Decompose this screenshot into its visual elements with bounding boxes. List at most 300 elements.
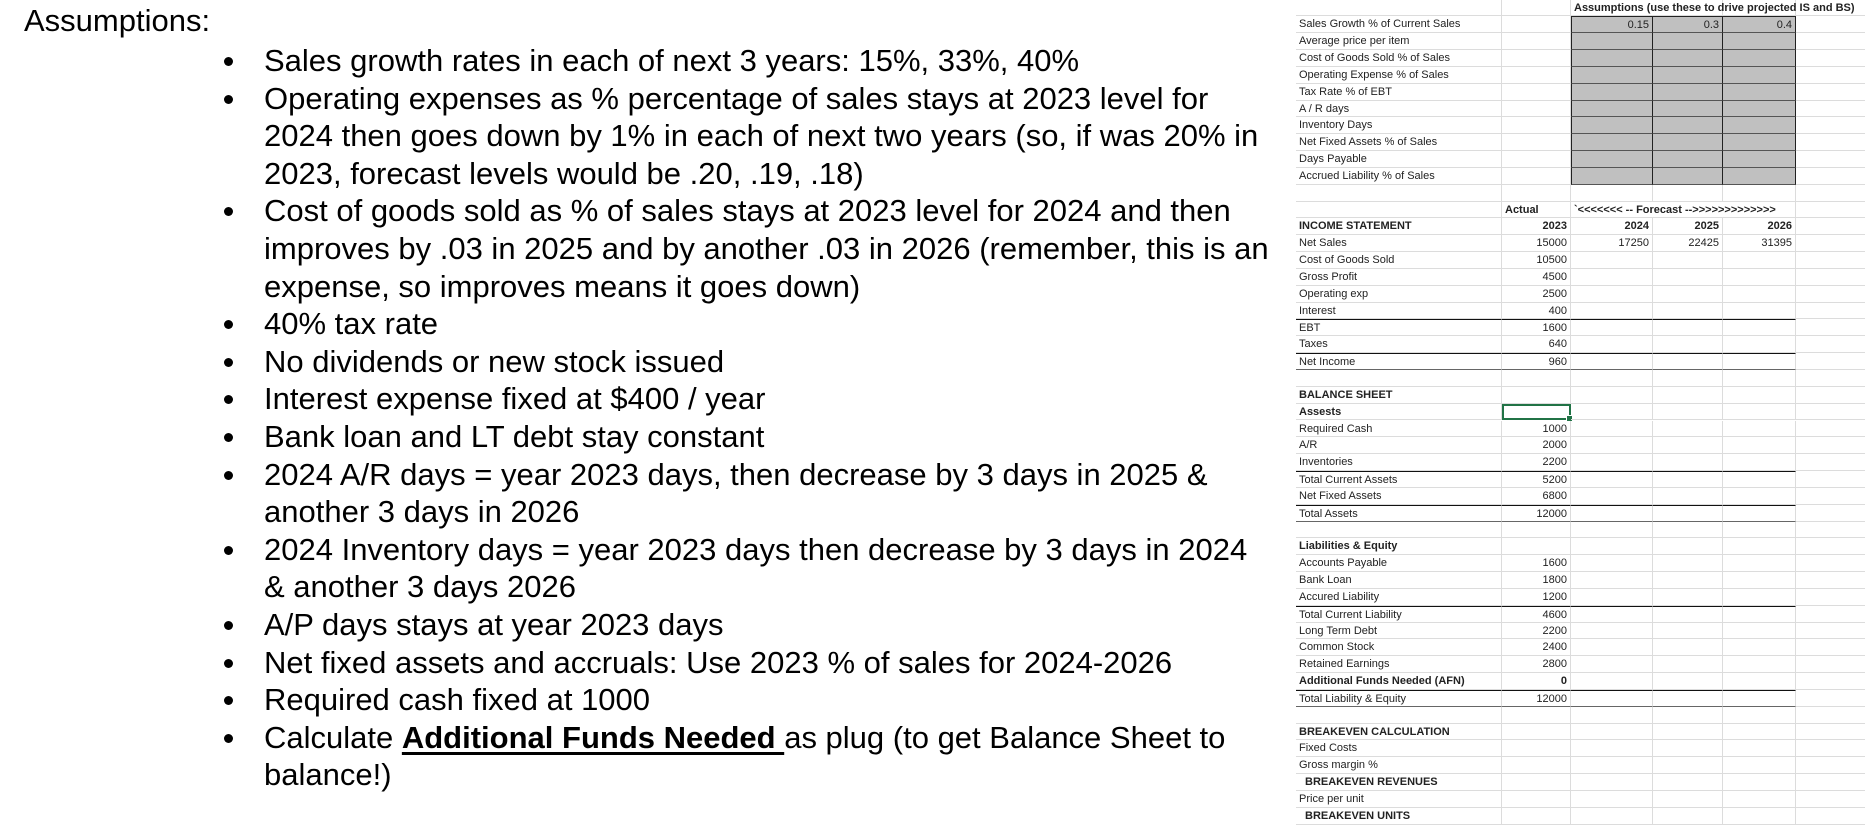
cell-D[interactable] <box>1653 572 1723 589</box>
value-cell[interactable]: 2000 <box>1502 437 1571 454</box>
cell-D[interactable] <box>1653 623 1723 640</box>
assumption-row <box>1290 101 1865 118</box>
cell-D[interactable] <box>1653 791 1723 808</box>
cell-D[interactable] <box>1653 404 1723 421</box>
value-cell[interactable]: 31395 <box>1723 235 1796 252</box>
assumption-input-cell[interactable]: 0.3 <box>1653 16 1723 33</box>
cell-B[interactable] <box>1502 33 1571 50</box>
cell-C[interactable] <box>1571 639 1653 656</box>
cell-F[interactable] <box>1796 16 1865 33</box>
cell-F[interactable] <box>1796 623 1865 640</box>
assumption-input-cell[interactable] <box>1723 33 1796 50</box>
cell-D[interactable] <box>1653 656 1723 673</box>
cell-F[interactable] <box>1796 522 1865 539</box>
value-cell[interactable]: 1000 <box>1502 421 1571 438</box>
assumption-input-cell[interactable] <box>1723 134 1796 151</box>
cell-C[interactable] <box>1571 606 1653 623</box>
line-item-label[interactable]: Long Term Debt <box>1296 623 1502 640</box>
line-item-label[interactable]: Price per unit <box>1296 791 1502 808</box>
cell-F[interactable] <box>1796 370 1865 387</box>
cell-D[interactable] <box>1653 522 1723 539</box>
cell-D[interactable] <box>1653 639 1723 656</box>
cell-F[interactable] <box>1796 791 1865 808</box>
assumption-input-cell[interactable] <box>1723 168 1796 185</box>
cell-F[interactable] <box>1796 589 1865 606</box>
cell-E[interactable] <box>1723 555 1796 572</box>
line-item-label[interactable]: Net Sales <box>1296 235 1502 252</box>
cell-E[interactable] <box>1723 639 1796 656</box>
assumption-label[interactable]: A / R days <box>1296 101 1502 118</box>
value-cell[interactable]: 12000 <box>1502 505 1571 522</box>
cell-C[interactable] <box>1571 555 1653 572</box>
cell-F[interactable] <box>1796 185 1865 202</box>
line-item-label[interactable]: Gross Profit <box>1296 269 1502 286</box>
cell-C[interactable] <box>1571 774 1653 791</box>
cell-F[interactable] <box>1796 84 1865 101</box>
cell-B[interactable] <box>1502 101 1571 118</box>
cell-B[interactable] <box>1502 757 1571 774</box>
cell-F[interactable] <box>1796 505 1865 522</box>
cell-F[interactable] <box>1796 50 1865 67</box>
cell-B[interactable] <box>1502 16 1571 33</box>
value-cell[interactable] <box>1723 353 1796 370</box>
cell-F[interactable] <box>1796 134 1865 151</box>
value-cell[interactable] <box>1571 269 1653 286</box>
line-item-label[interactable]: Required Cash <box>1296 421 1502 438</box>
cell-E[interactable] <box>1723 724 1796 741</box>
assumption-label[interactable]: Sales Growth % of Current Sales <box>1296 16 1502 33</box>
assumption-input-cell[interactable] <box>1723 50 1796 67</box>
cell-C[interactable] <box>1571 185 1653 202</box>
value-cell[interactable]: 1200 <box>1502 589 1571 606</box>
year-header[interactable]: 2025 <box>1653 218 1723 235</box>
line-item-label[interactable]: Accured Liability <box>1296 589 1502 606</box>
cell-C[interactable] <box>1571 522 1653 539</box>
cell-C[interactable] <box>1571 437 1653 454</box>
cell-C[interactable] <box>1571 589 1653 606</box>
cell-C[interactable] <box>1571 471 1653 488</box>
assumption-row <box>1290 168 1865 185</box>
cell-E[interactable] <box>1723 707 1796 724</box>
value-cell[interactable] <box>1653 286 1723 303</box>
cell-B[interactable] <box>1502 151 1571 168</box>
value-cell[interactable]: 1600 <box>1502 319 1571 336</box>
cell-F[interactable] <box>1796 538 1865 555</box>
asset-row <box>1290 421 1865 438</box>
line-item-label[interactable]: Accounts Payable <box>1296 555 1502 572</box>
cell-F[interactable] <box>1796 555 1865 572</box>
value-cell[interactable]: 1600 <box>1502 555 1571 572</box>
value-cell[interactable]: 6800 <box>1502 488 1571 505</box>
line-item-label[interactable]: EBT <box>1296 319 1502 336</box>
cell-E[interactable] <box>1723 656 1796 673</box>
line-item-label[interactable]: Retained Earnings <box>1296 656 1502 673</box>
cell-B[interactable] <box>1502 185 1571 202</box>
assumption-label[interactable]: Operating Expense % of Sales <box>1296 67 1502 84</box>
assumption-label[interactable]: Inventory Days <box>1296 117 1502 134</box>
cell-B[interactable] <box>1502 387 1571 404</box>
year-header[interactable]: 2026 <box>1723 218 1796 235</box>
assumption-input-cell[interactable] <box>1653 67 1723 84</box>
assumption-input-cell[interactable] <box>1653 50 1723 67</box>
cell-C[interactable] <box>1571 370 1653 387</box>
value-cell[interactable] <box>1653 269 1723 286</box>
assumption-label[interactable]: Average price per item <box>1296 33 1502 50</box>
assumption-input-cell[interactable] <box>1653 101 1723 118</box>
cell-D[interactable] <box>1653 808 1723 825</box>
empty-row <box>1290 522 1865 539</box>
value-cell[interactable]: 0 <box>1502 673 1571 690</box>
assets-title[interactable]: Assests <box>1296 404 1502 421</box>
cell-F[interactable] <box>1796 774 1865 791</box>
cell-D[interactable] <box>1653 505 1723 522</box>
cell-C[interactable] <box>1571 757 1653 774</box>
cell-F[interactable] <box>1796 286 1865 303</box>
cell-D[interactable] <box>1653 673 1723 690</box>
cell-E[interactable] <box>1723 690 1796 707</box>
line-item-label[interactable]: BREAKEVEN UNITS <box>1296 808 1502 825</box>
value-cell[interactable]: 400 <box>1502 303 1571 320</box>
cell-F[interactable] <box>1796 202 1865 219</box>
line-item-label[interactable]: Fixed Costs <box>1296 740 1502 757</box>
value-cell[interactable] <box>1571 336 1653 353</box>
cell-A[interactable] <box>1296 185 1502 202</box>
cell-E[interactable] <box>1723 589 1796 606</box>
cell-B[interactable] <box>1502 522 1571 539</box>
cell-C[interactable] <box>1571 690 1653 707</box>
balance-sheet-title[interactable]: BALANCE SHEET <box>1296 387 1502 404</box>
value-cell[interactable] <box>1653 252 1723 269</box>
assumption-input-cell[interactable] <box>1723 101 1796 118</box>
cell-D[interactable] <box>1653 488 1723 505</box>
cell-C[interactable] <box>1571 740 1653 757</box>
value-cell[interactable] <box>1653 303 1723 320</box>
cell-D[interactable] <box>1653 740 1723 757</box>
assumption-input-cell[interactable] <box>1571 117 1653 134</box>
cell-F[interactable] <box>1796 757 1865 774</box>
breakeven-title[interactable]: BREAKEVEN CALCULATION <box>1296 724 1502 741</box>
assumption-input-cell[interactable] <box>1571 50 1653 67</box>
cell-F[interactable] <box>1796 471 1865 488</box>
assumption-input-cell[interactable] <box>1723 117 1796 134</box>
spreadsheet[interactable] <box>1290 0 1865 828</box>
cell-D[interactable] <box>1653 538 1723 555</box>
cell-F[interactable] <box>1796 269 1865 286</box>
cell-C[interactable] <box>1571 538 1653 555</box>
cell-E[interactable] <box>1723 538 1796 555</box>
cell-C[interactable] <box>1571 623 1653 640</box>
cell-C[interactable] <box>1571 724 1653 741</box>
cell-A[interactable] <box>1296 0 1502 16</box>
cell-E[interactable] <box>1723 673 1796 690</box>
cell-D[interactable] <box>1653 555 1723 572</box>
value-cell[interactable] <box>1571 286 1653 303</box>
cell-E[interactable] <box>1723 572 1796 589</box>
assumption-input-cell[interactable] <box>1571 33 1653 50</box>
value-cell[interactable]: 960 <box>1502 353 1571 370</box>
cell-B[interactable] <box>1502 724 1571 741</box>
assumption-input-cell[interactable] <box>1571 151 1653 168</box>
cell-B[interactable] <box>1502 707 1571 724</box>
income-statement-title[interactable]: INCOME STATEMENT <box>1296 218 1502 235</box>
cell-B[interactable] <box>1502 67 1571 84</box>
cell-C[interactable] <box>1571 808 1653 825</box>
cell-F[interactable] <box>1796 437 1865 454</box>
cell-F[interactable] <box>1796 488 1865 505</box>
cell-E[interactable] <box>1723 437 1796 454</box>
value-cell[interactable]: 4600 <box>1502 606 1571 623</box>
cell-D[interactable] <box>1653 454 1723 471</box>
cell-D[interactable] <box>1653 471 1723 488</box>
cell-F[interactable] <box>1796 740 1865 757</box>
year-header[interactable]: 2024 <box>1571 218 1653 235</box>
cell-F[interactable] <box>1796 353 1865 370</box>
cell-C[interactable] <box>1571 791 1653 808</box>
value-cell[interactable]: 640 <box>1502 336 1571 353</box>
line-item-label[interactable]: Net Fixed Assets <box>1296 488 1502 505</box>
cell-C[interactable] <box>1571 421 1653 438</box>
year-header[interactable]: 2023 <box>1502 218 1571 235</box>
cell-F[interactable] <box>1796 606 1865 623</box>
cell-E[interactable] <box>1723 606 1796 623</box>
cell-F[interactable] <box>1796 235 1865 252</box>
value-cell[interactable]: 5200 <box>1502 471 1571 488</box>
forecast-label[interactable]: `<<<<<<< -- Forecast -->>>>>>>>>>>>> <box>1571 202 1653 219</box>
cell-A[interactable] <box>1296 707 1502 724</box>
value-cell[interactable]: 2200 <box>1502 454 1571 471</box>
cell-B[interactable] <box>1502 0 1571 16</box>
assumption-input-cell[interactable]: 0.15 <box>1571 16 1653 33</box>
cell-F[interactable] <box>1796 808 1865 825</box>
liability-row <box>1290 690 1865 707</box>
cell-B[interactable] <box>1502 774 1571 791</box>
value-cell[interactable] <box>1653 319 1723 336</box>
line-item-label[interactable]: Total Current Liability <box>1296 606 1502 623</box>
cell-E[interactable] <box>1723 740 1796 757</box>
assumption-input-cell[interactable] <box>1571 134 1653 151</box>
cell-C[interactable] <box>1571 673 1653 690</box>
cell-C[interactable] <box>1571 572 1653 589</box>
cell-D[interactable] <box>1653 185 1723 202</box>
cell-B[interactable] <box>1502 740 1571 757</box>
value-cell[interactable] <box>1571 353 1653 370</box>
line-item-label[interactable]: Taxes <box>1296 336 1502 353</box>
cell-D[interactable] <box>1653 690 1723 707</box>
cell-E[interactable] <box>1723 522 1796 539</box>
value-cell[interactable] <box>1571 252 1653 269</box>
value-cell[interactable]: 12000 <box>1502 690 1571 707</box>
cell-B[interactable] <box>1502 168 1571 185</box>
cell-F[interactable] <box>1796 252 1865 269</box>
cell-D[interactable] <box>1653 421 1723 438</box>
cell-A[interactable] <box>1296 202 1502 219</box>
value-cell[interactable] <box>1571 319 1653 336</box>
assumptions-header[interactable]: Assumptions (use these to drive projected IS and BS) <box>1571 0 1653 16</box>
liabilities-header-row <box>1290 538 1865 555</box>
value-cell[interactable] <box>1723 269 1796 286</box>
value-cell[interactable]: 2200 <box>1502 623 1571 640</box>
cell-F[interactable] <box>1796 690 1865 707</box>
assumption-label[interactable]: Tax Rate % of EBT <box>1296 84 1502 101</box>
value-cell[interactable]: 2800 <box>1502 656 1571 673</box>
cell-E[interactable] <box>1723 370 1796 387</box>
liabilities-title[interactable]: Liabilities & Equity <box>1296 538 1502 555</box>
assumption-label[interactable]: Days Payable <box>1296 151 1502 168</box>
assumption-label[interactable]: Accrued Liability % of Sales <box>1296 168 1502 185</box>
assumption-input-cell[interactable] <box>1653 168 1723 185</box>
cell-F[interactable] <box>1796 218 1865 235</box>
cell-D[interactable] <box>1653 774 1723 791</box>
cell-F[interactable] <box>1796 707 1865 724</box>
cell-E[interactable] <box>1723 774 1796 791</box>
line-item-label[interactable]: Gross margin % <box>1296 757 1502 774</box>
line-item-label[interactable]: Additional Funds Needed (AFN) <box>1296 673 1502 690</box>
cell-F[interactable] <box>1796 101 1865 118</box>
cell-E[interactable] <box>1723 404 1796 421</box>
selected-cell[interactable] <box>1502 404 1571 421</box>
cell-C[interactable] <box>1571 404 1653 421</box>
cell-F[interactable] <box>1796 336 1865 353</box>
cell-E[interactable] <box>1723 421 1796 438</box>
cell-F[interactable] <box>1796 387 1865 404</box>
assumption-input-cell[interactable] <box>1571 84 1653 101</box>
cell-F[interactable] <box>1796 673 1865 690</box>
cell-F[interactable] <box>1796 67 1865 84</box>
cell-B[interactable] <box>1502 84 1571 101</box>
value-cell[interactable] <box>1723 303 1796 320</box>
cell-C[interactable] <box>1571 505 1653 522</box>
cell-E[interactable] <box>1723 488 1796 505</box>
value-cell[interactable]: 15000 <box>1502 235 1571 252</box>
line-item-label[interactable]: Operating exp <box>1296 286 1502 303</box>
value-cell[interactable]: 17250 <box>1571 235 1653 252</box>
actual-label[interactable]: Actual <box>1502 202 1571 219</box>
cell-E[interactable] <box>1723 387 1796 404</box>
cell-F[interactable] <box>1796 572 1865 589</box>
line-item-label[interactable]: Total Current Assets <box>1296 471 1502 488</box>
cell-B[interactable] <box>1502 791 1571 808</box>
cell-A[interactable] <box>1296 370 1502 387</box>
cell-F[interactable] <box>1796 319 1865 336</box>
cell-F[interactable] <box>1796 168 1865 185</box>
cell-D[interactable] <box>1653 370 1723 387</box>
value-cell[interactable] <box>1723 286 1796 303</box>
cell-B[interactable] <box>1502 117 1571 134</box>
cell-C[interactable] <box>1571 387 1653 404</box>
cell-E[interactable] <box>1723 623 1796 640</box>
assumption-input-cell[interactable] <box>1653 84 1723 101</box>
assumption-label[interactable]: Cost of Goods Sold % of Sales <box>1296 50 1502 67</box>
cell-B[interactable] <box>1502 808 1571 825</box>
cell-F[interactable] <box>1796 421 1865 438</box>
line-item-label[interactable]: BREAKEVEN REVENUES <box>1296 774 1502 791</box>
cell-D[interactable] <box>1653 707 1723 724</box>
cell-F[interactable] <box>1796 656 1865 673</box>
cell-D[interactable] <box>1653 387 1723 404</box>
value-cell[interactable]: 1800 <box>1502 572 1571 589</box>
cell-E[interactable] <box>1723 808 1796 825</box>
cell-F[interactable] <box>1796 117 1865 134</box>
cell-F[interactable] <box>1796 454 1865 471</box>
assumption-input-cell[interactable] <box>1653 117 1723 134</box>
cell-F[interactable] <box>1796 33 1865 50</box>
cell-C[interactable] <box>1571 707 1653 724</box>
assumption-label[interactable]: Net Fixed Assets % of Sales <box>1296 134 1502 151</box>
line-item-label[interactable]: Inventories <box>1296 454 1502 471</box>
line-item-label[interactable]: A/R <box>1296 437 1502 454</box>
cell-E[interactable] <box>1723 505 1796 522</box>
cell-D[interactable] <box>1653 606 1723 623</box>
cell-B[interactable] <box>1502 134 1571 151</box>
value-cell[interactable]: 2400 <box>1502 639 1571 656</box>
cell-D[interactable] <box>1653 757 1723 774</box>
value-cell[interactable]: 2500 <box>1502 286 1571 303</box>
liability-row <box>1290 589 1865 606</box>
cell-E[interactable] <box>1723 471 1796 488</box>
cell-E[interactable] <box>1723 791 1796 808</box>
cell-C[interactable] <box>1571 488 1653 505</box>
line-item-label[interactable]: Bank Loan <box>1296 572 1502 589</box>
line-item-label[interactable]: Interest <box>1296 303 1502 320</box>
cell-F[interactable] <box>1796 404 1865 421</box>
value-cell[interactable]: 10500 <box>1502 252 1571 269</box>
line-item-label[interactable]: Total Assets <box>1296 505 1502 522</box>
value-cell[interactable]: 4500 <box>1502 269 1571 286</box>
value-cell[interactable] <box>1653 353 1723 370</box>
cell-B[interactable] <box>1502 538 1571 555</box>
cell-E[interactable] <box>1723 185 1796 202</box>
cell-D[interactable] <box>1653 437 1723 454</box>
value-cell[interactable] <box>1723 336 1796 353</box>
assumption-input-cell[interactable]: 0.4 <box>1723 16 1796 33</box>
line-item-label[interactable]: Net Income <box>1296 353 1502 370</box>
cell-D[interactable] <box>1653 724 1723 741</box>
spreadsheet-grid[interactable] <box>1290 0 1865 828</box>
line-item-label[interactable]: Common Stock <box>1296 639 1502 656</box>
assumption-input-cell[interactable] <box>1571 168 1653 185</box>
value-cell[interactable] <box>1723 252 1796 269</box>
cell-D[interactable] <box>1653 589 1723 606</box>
cell-E[interactable] <box>1723 757 1796 774</box>
cell-B[interactable] <box>1502 370 1571 387</box>
cell-F[interactable] <box>1796 151 1865 168</box>
assumption-row <box>1290 67 1865 84</box>
assumption-input-cell[interactable] <box>1723 84 1796 101</box>
cell-F[interactable] <box>1796 639 1865 656</box>
cell-C[interactable] <box>1571 454 1653 471</box>
cell-F[interactable] <box>1796 724 1865 741</box>
assumption-input-cell[interactable] <box>1723 151 1796 168</box>
value-cell[interactable] <box>1571 303 1653 320</box>
value-cell[interactable]: 22425 <box>1653 235 1723 252</box>
assumption-input-cell[interactable] <box>1571 67 1653 84</box>
cell-E[interactable] <box>1723 454 1796 471</box>
assumption-input-cell[interactable] <box>1653 134 1723 151</box>
bullet-item: 2024 Inventory days = year 2023 days then decrease by 3 days in 2024 & another 3 days 2026 <box>224 531 1269 606</box>
assumption-input-cell[interactable] <box>1571 101 1653 118</box>
cell-F[interactable] <box>1796 303 1865 320</box>
cell-A[interactable] <box>1296 522 1502 539</box>
assumption-input-cell[interactable] <box>1653 33 1723 50</box>
assumption-input-cell[interactable] <box>1723 67 1796 84</box>
assumption-input-cell[interactable] <box>1653 151 1723 168</box>
line-item-label[interactable]: Total Liability & Equity <box>1296 690 1502 707</box>
value-cell[interactable] <box>1653 336 1723 353</box>
cell-B[interactable] <box>1502 50 1571 67</box>
line-item-label[interactable]: Cost of Goods Sold <box>1296 252 1502 269</box>
cell-C[interactable] <box>1571 656 1653 673</box>
value-cell[interactable] <box>1723 319 1796 336</box>
